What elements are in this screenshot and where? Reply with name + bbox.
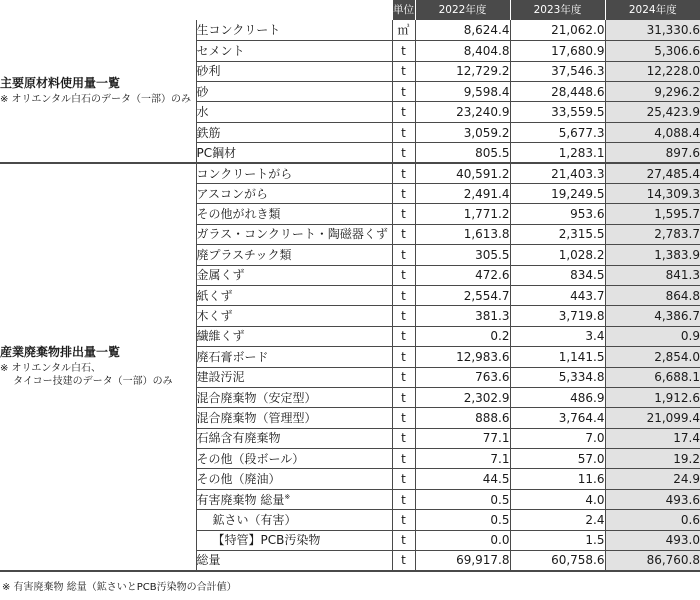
- header-blank-item: [196, 0, 392, 20]
- value-cell-2023: 2.4: [510, 510, 605, 530]
- item-name: 砂: [196, 84, 209, 99]
- value-cell-2024: 12,228.0: [605, 61, 700, 81]
- value-cell-2023: 33,559.5: [510, 102, 605, 122]
- unit-cell: t: [392, 408, 415, 428]
- unit-cell: t: [392, 489, 415, 509]
- footnote-mark: ※: [284, 492, 291, 501]
- item-cell: [196, 510, 392, 530]
- item-name: 水: [196, 105, 209, 120]
- unit-cell: t: [392, 224, 415, 244]
- item-name: 廃プラスチック類: [196, 247, 292, 262]
- section-note: ※ オリエンタル白石のデータ（一部）のみ: [0, 93, 191, 105]
- value-cell-2023: 5,334.8: [510, 367, 605, 387]
- unit-cell: t: [392, 184, 415, 204]
- value-cell-2022: 763.6: [415, 367, 510, 387]
- item-cell: [196, 20, 392, 40]
- value-cell-2022: 2,491.4: [415, 184, 510, 204]
- item-name: 鉄筋: [196, 125, 221, 140]
- value-cell-2024: 86,760.8: [605, 551, 700, 571]
- value-cell-2024: 1,383.9: [605, 245, 700, 265]
- value-cell-2023: 443.7: [510, 285, 605, 305]
- value-cell-2023: 3.4: [510, 326, 605, 346]
- value-cell-2022: 8,404.8: [415, 41, 510, 61]
- item-cell: [196, 469, 392, 489]
- value-cell-2022: 12,983.6: [415, 347, 510, 367]
- value-cell-2023: 21,403.3: [510, 163, 605, 183]
- value-cell-2022: 3,059.2: [415, 122, 510, 142]
- item-cell: [196, 367, 392, 387]
- unit-cell: t: [392, 428, 415, 448]
- value-cell-2024: 493.0: [605, 530, 700, 550]
- value-cell-2024: 2,854.0: [605, 347, 700, 367]
- item-name: 有害廃棄物 総量: [196, 492, 285, 507]
- value-cell-2024: 864.8: [605, 285, 700, 305]
- value-cell-2023: 1,028.2: [510, 245, 605, 265]
- item-cell: [196, 82, 392, 102]
- item-cell: [196, 306, 392, 326]
- value-cell-2024: 5,306.6: [605, 41, 700, 61]
- unit-cell: t: [392, 122, 415, 142]
- value-cell-2024: 0.6: [605, 510, 700, 530]
- item-name: セメント: [196, 43, 245, 58]
- value-cell-2024: 1,912.6: [605, 387, 700, 407]
- value-cell-2022: 23,240.9: [415, 102, 510, 122]
- table-row: [0, 20, 700, 40]
- unit-cell: t: [392, 102, 415, 122]
- unit-cell: t: [392, 285, 415, 305]
- value-cell-2023: 953.6: [510, 204, 605, 224]
- value-cell-2024: 897.6: [605, 143, 700, 163]
- section-label: [0, 20, 196, 163]
- item-cell: [196, 489, 392, 509]
- item-name: 木くず: [196, 309, 233, 324]
- value-cell-2024: 19.2: [605, 449, 700, 469]
- value-cell-2022: 12,729.2: [415, 61, 510, 81]
- value-cell-2024: 6,688.1: [605, 367, 700, 387]
- unit-cell: t: [392, 163, 415, 183]
- item-cell: [196, 41, 392, 61]
- unit-cell: t: [392, 265, 415, 285]
- value-cell-2022: 0.0: [415, 530, 510, 550]
- item-cell: [196, 122, 392, 142]
- value-cell-2023: 17,680.9: [510, 41, 605, 61]
- section-note: タイコー技建のデータ（一部）のみ: [0, 376, 173, 388]
- value-cell-2022: 472.6: [415, 265, 510, 285]
- item-name: 繊維くず: [196, 329, 245, 344]
- value-cell-2022: 69,917.8: [415, 551, 510, 571]
- value-cell-2024: 4,386.7: [605, 306, 700, 326]
- value-cell-2023: 21,062.0: [510, 20, 605, 40]
- value-cell-2024: 493.6: [605, 489, 700, 509]
- header-row: [0, 0, 700, 20]
- value-cell-2024: 4,088.4: [605, 122, 700, 142]
- section-label: [0, 163, 196, 571]
- value-cell-2024: 9,296.2: [605, 82, 700, 102]
- unit-cell: t: [392, 469, 415, 489]
- item-cell: [196, 408, 392, 428]
- value-cell-2022: 77.1: [415, 428, 510, 448]
- unit-cell: t: [392, 387, 415, 407]
- value-cell-2022: 381.3: [415, 306, 510, 326]
- item-name: その他がれき類: [196, 207, 281, 222]
- header-year-2022: 2022年度: [415, 0, 510, 20]
- value-cell-2023: 5,677.3: [510, 122, 605, 142]
- item-cell: [196, 184, 392, 204]
- item-name: 混合廃棄物（管理型）: [196, 411, 317, 425]
- item-cell: [196, 449, 392, 469]
- unit-cell: t: [392, 510, 415, 530]
- item-cell: [196, 326, 392, 346]
- item-name: その他（段ボール）: [196, 451, 305, 466]
- value-cell-2022: 8,624.4: [415, 20, 510, 40]
- item-cell: [196, 387, 392, 407]
- value-cell-2022: 40,591.2: [415, 163, 510, 183]
- item-name: 金属くず: [196, 268, 245, 283]
- value-cell-2024: 17.4: [605, 428, 700, 448]
- value-cell-2023: 19,249.5: [510, 184, 605, 204]
- value-cell-2022: 0.2: [415, 326, 510, 346]
- value-cell-2023: 1,283.1: [510, 143, 605, 163]
- value-cell-2024: 24.9: [605, 469, 700, 489]
- item-name: PC鋼材: [196, 145, 237, 160]
- unit-cell: t: [392, 326, 415, 346]
- value-cell-2022: 805.5: [415, 143, 510, 163]
- value-cell-2022: 7.1: [415, 449, 510, 469]
- item-cell: [196, 204, 392, 224]
- unit-cell: t: [392, 82, 415, 102]
- value-cell-2022: 0.5: [415, 510, 510, 530]
- item-name: 紙くず: [196, 288, 233, 303]
- header-blank: [0, 0, 196, 20]
- header-unit: 単位: [392, 0, 415, 20]
- value-cell-2022: 0.5: [415, 489, 510, 509]
- item-name: 総量: [196, 553, 221, 568]
- item-name: ガラス・コンクリート・陶磁器くず: [196, 227, 388, 242]
- header-year-2024: 2024年度: [605, 0, 700, 20]
- item-cell: [196, 102, 392, 122]
- value-cell-2023: 11.6: [510, 469, 605, 489]
- value-cell-2024: 25,423.9: [605, 102, 700, 122]
- table-row: [0, 163, 700, 183]
- item-cell: [196, 245, 392, 265]
- value-cell-2023: 3,764.4: [510, 408, 605, 428]
- unit-cell: ㎥: [392, 20, 415, 40]
- section-title: 主要原材料使用量一覧: [0, 75, 121, 90]
- item-cell: [196, 61, 392, 81]
- item-cell: [196, 143, 392, 163]
- value-cell-2023: 7.0: [510, 428, 605, 448]
- item-name: その他（廃油）: [196, 472, 281, 487]
- item-cell: [196, 265, 392, 285]
- value-cell-2024: 2,783.7: [605, 224, 700, 244]
- item-cell: [196, 551, 392, 571]
- value-cell-2023: 1,141.5: [510, 347, 605, 367]
- value-cell-2023: 2,315.5: [510, 224, 605, 244]
- item-name: 建設汚泥: [196, 370, 245, 385]
- unit-cell: t: [392, 41, 415, 61]
- value-cell-2023: 4.0: [510, 489, 605, 509]
- value-cell-2024: 27,485.4: [605, 163, 700, 183]
- section-title: 産業廃棄物排出量一覧: [0, 344, 121, 359]
- item-name: 砂利: [196, 64, 221, 79]
- unit-cell: t: [392, 367, 415, 387]
- unit-cell: t: [392, 61, 415, 81]
- value-cell-2024: 21,099.4: [605, 408, 700, 428]
- item-cell: [196, 530, 392, 550]
- value-cell-2024: 1,595.7: [605, 204, 700, 224]
- value-cell-2024: 31,330.6: [605, 20, 700, 40]
- item-cell: [196, 224, 392, 244]
- value-cell-2022: 2,554.7: [415, 285, 510, 305]
- footnote: ※ 有害廃棄物 総量（鉱さいとPCB汚染物の合計値）: [2, 582, 237, 593]
- value-cell-2024: 14,309.3: [605, 184, 700, 204]
- value-cell-2022: 888.6: [415, 408, 510, 428]
- unit-cell: t: [392, 245, 415, 265]
- item-name: コンクリートがら: [196, 166, 293, 181]
- item-name: 廃石膏ボード: [196, 349, 269, 364]
- item-cell: [196, 428, 392, 448]
- value-cell-2024: 0.9: [605, 326, 700, 346]
- value-cell-2022: 2,302.9: [415, 387, 510, 407]
- value-cell-2023: 1.5: [510, 530, 605, 550]
- item-name: 【特管】PCB汚染物: [212, 533, 321, 548]
- value-cell-2023: 834.5: [510, 265, 605, 285]
- item-name: 鉱さい（有害）: [212, 512, 297, 527]
- value-cell-2023: 60,758.6: [510, 551, 605, 571]
- header-year-2023: 2023年度: [510, 0, 605, 20]
- unit-cell: t: [392, 204, 415, 224]
- item-cell: [196, 347, 392, 367]
- item-name: 生コンクリート: [196, 23, 281, 38]
- value-cell-2022: 44.5: [415, 469, 510, 489]
- unit-cell: t: [392, 347, 415, 367]
- unit-cell: t: [392, 449, 415, 469]
- item-cell: [196, 163, 392, 183]
- unit-cell: t: [392, 530, 415, 550]
- value-cell-2023: 3,719.8: [510, 306, 605, 326]
- value-cell-2022: 9,598.4: [415, 82, 510, 102]
- item-name: アスコンがら: [196, 186, 269, 201]
- section-note: ※ オリエンタル白石、: [0, 362, 101, 374]
- unit-cell: t: [392, 143, 415, 163]
- unit-cell: t: [392, 551, 415, 571]
- unit-cell: t: [392, 306, 415, 326]
- value-cell-2023: 486.9: [510, 387, 605, 407]
- item-name: 混合廃棄物（安定型）: [196, 390, 317, 405]
- item-name: 石綿含有廃棄物: [196, 431, 281, 446]
- value-cell-2023: 57.0: [510, 449, 605, 469]
- value-cell-2022: 305.5: [415, 245, 510, 265]
- value-cell-2022: 1,771.2: [415, 204, 510, 224]
- value-cell-2024: 841.3: [605, 265, 700, 285]
- value-cell-2023: 37,546.3: [510, 61, 605, 81]
- value-cell-2023: 28,448.6: [510, 82, 605, 102]
- item-cell: [196, 285, 392, 305]
- value-cell-2022: 1,613.8: [415, 224, 510, 244]
